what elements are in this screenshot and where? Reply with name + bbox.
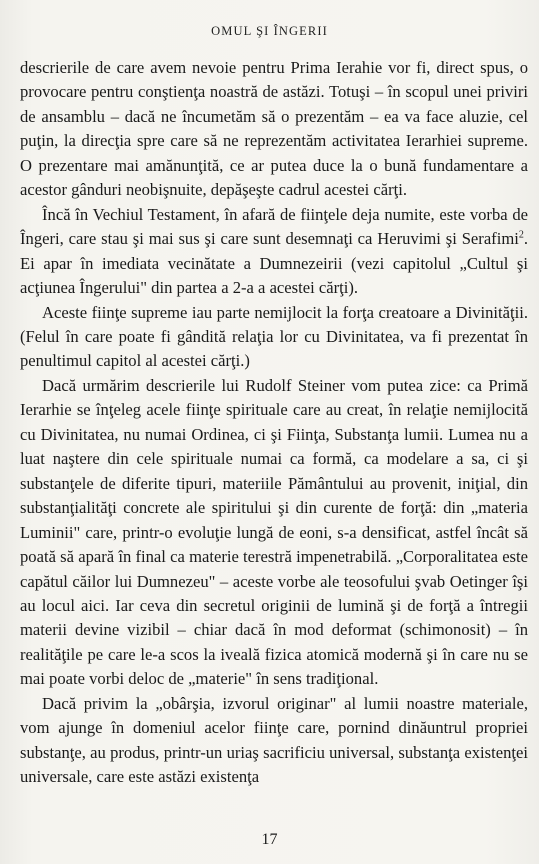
paragraph-rudolf-steiner: Dacă urmărim descrierile lui Rudolf Steiner vom putea zice: ca Primă Ierarhie se înţeleg acele fiinţe spirituale care au creat, în relaţie nemijlocită cu Divinitatea, nu numai Ordinea, ci şi Fiinţa, Substanţa lumii. Lumea nu a luat naştere din cele spirituale numai ca formă, ca modelare a sa, ci şi substanţele de diferite tipuri, materiile Pământului au provenit, iniţial, din substanţialităţi concrete ale spiritului şi din curente de forţă: din „materia Luminii" care, printr-o evoluţie lungă de eoni, s-a densificat, astfel încât să poată să apară în final ca materie terestră impenetrabilă. „Corporalitatea este capătul căilor lui Dumnezeu" – aceste vorbe ale teosofului şvab Oetinger îşi au locul aici. Iar ceva din secretul originii de lumină şi de forţă a întregii materii devine vizibil – chiar dacă în mod deformat (schimonosit) – în realităţile pe care le-a scos la iveală fizica atomică modernă şi în care nu se mai poate vorbi deloc de „materie" în sens tradiţional.: [20, 375, 528, 689]
paragraph-old-testament: [20, 203, 528, 301]
body-text: [20, 56, 528, 790]
footnote-marker: 2: [518, 229, 524, 241]
paragraph-text-after-note: . Ei apar în imediata vecinătate a Dumnezeirii (vezi capitolul „Cultul şi acţiunea Îngerului" din partea a 2-a a acestei cărţi).: [20, 229, 528, 298]
paragraph-continued: descrierile de care avem nevoie pentru Prima Ierahie vor fi, direct spus, o provocare pentru conştienţa noastră de astăzi. Totuşi – în scopul unei priviri de ansamblu – dacă ne încumetăm să o prezentăm – ea va face aluzie, cel puţin, la direcţia spre care să ne reprezentăm activitatea Ierarhiei supreme. O prezentare mai amănunţită, ce ar putea duce la o bună fundamentare a acestor gânduri neobişnuite, depăşeşte cadrul acestei cărţi.: [20, 58, 528, 200]
page-number: 17: [261, 831, 278, 848]
paragraph-text-before-note: Încă în Vechiul Testament, în afară de fiinţele deja numite, este vorba de Îngeri, care stau şi mai sus şi care sunt desemnaţi ca Heruvimi şi Serafimi: [20, 204, 528, 249]
paragraph-origin: Dacă privim la „obârşia, izvorul originar" al lumii noastre materiale, vom ajunge în domeniul acelor fiinţe care, pornind dinăuntrul propriei substanţe, au produs, printr-un uriaş sacrificiu universal, substanţa existenţei universale, care este astăzi existenţa: [20, 693, 528, 787]
running-header: OMUL ŞI ÎNGERII: [211, 24, 328, 38]
paragraph-supreme-beings: Aceste fiinţe supreme iau parte nemijlocit la forţa creatoare a Divinităţii. (Felul în care poate fi gândită relaţia lor cu Divinitatea, va fi prezentat în penultimul capitol al acestei cărţi.): [20, 302, 528, 371]
